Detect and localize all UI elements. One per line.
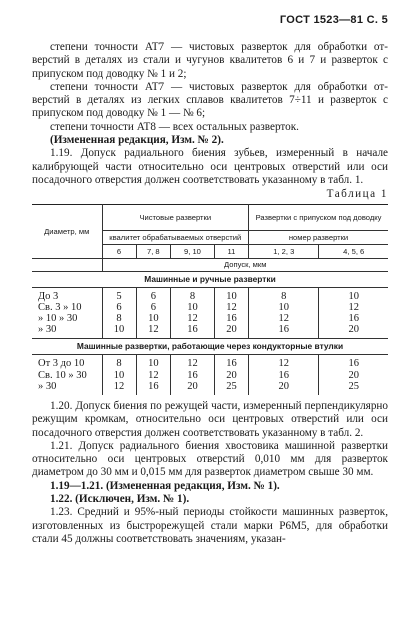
table-row	[32, 302, 388, 313]
cell: 12	[249, 313, 319, 324]
section-title: Машинные и ручные развертки	[32, 271, 388, 287]
cell: 8	[171, 287, 215, 302]
cell: 12	[136, 324, 170, 339]
table-row	[32, 287, 388, 302]
cell: 25	[348, 380, 359, 392]
table-caption: Таблица 1	[326, 188, 388, 201]
cell: 16	[249, 370, 319, 381]
cell: 16	[348, 312, 359, 324]
column-header: 4, 5, 6	[319, 244, 388, 258]
row-label: » 30	[32, 324, 102, 339]
page-header: ГОСТ 1523—81 С. 5	[279, 14, 388, 26]
column-group-finish: Чистовые развертки	[102, 204, 249, 230]
paragraph: степени точности AT7 — чистовых разверток для обработки отверстий в деталях из легких сплавов квалитетов 7÷11 и разверток с припуском под доводку № 1 — № 6;	[32, 80, 388, 120]
cell: 16	[136, 381, 170, 395]
column-header: 6	[102, 244, 136, 258]
cell: 12	[214, 302, 248, 313]
cell: 8	[102, 355, 136, 370]
cell: 12	[348, 301, 359, 313]
cell: 10	[249, 302, 319, 313]
table-row	[32, 370, 388, 381]
subheader-reamer-number: номер развертки	[249, 230, 388, 244]
document-body	[32, 41, 388, 546]
cell: 16	[171, 370, 215, 381]
cell: 6	[136, 302, 170, 313]
cell: 10	[102, 324, 136, 339]
row-label: От 3 до 10	[32, 355, 102, 370]
paragraph-1-19: 1.19. Допуск радиального биения зубьев, измеренный в начале калибрующей части относительно оси центровых отверстий или оси посадочного отверстия должен соответствовать указанному в табл. 1.	[32, 147, 388, 186]
cell: 20	[214, 324, 248, 339]
table-row	[32, 324, 388, 339]
cell: 10	[214, 287, 248, 302]
paragraph-1-23: 1.23. Средний и 95%-ный периоды стойкости машинных разверток, изготовленных из быстрорежущей стали марки Р6М5, для обработки стали 45 должны соответствовать значениям, указан-	[32, 506, 388, 545]
cell: 10	[136, 355, 170, 370]
table-row	[32, 355, 388, 370]
cell: 20	[171, 381, 215, 395]
paragraph: степени точности AT7 — чистовых разверток для обработки отверстий в деталях из стали и чугунов квалитетов 6 и 7 и разверток с припуском под доводку № 1 и 2;	[32, 41, 388, 80]
column-header-diameter: Диаметр, мм	[32, 204, 102, 258]
cell: 20	[214, 370, 248, 381]
cell: 6	[102, 302, 136, 313]
cell: 10	[136, 313, 170, 324]
cell: 20	[348, 324, 359, 336]
cell: 16	[214, 355, 248, 370]
cell: 10	[102, 370, 136, 381]
paragraph-1-21: 1.21. Допуск радиального биения хвостовика машинной развертки относительно оси центровых отверстий 0,010 мм для разверток диаметром до 30 мм и 0,015 мм для разверток диаметром свыше 30 мм.	[32, 439, 388, 479]
column-header: 9, 10	[171, 244, 215, 258]
cell: 12	[171, 313, 215, 324]
cell: 12	[136, 370, 170, 381]
row-label: » 10 » 30	[32, 313, 102, 324]
unit-header: Допуск, мкм	[102, 258, 388, 271]
paragraph: степени точности AT8 — всех остальных разверток.	[50, 120, 299, 133]
row-label: До 3	[32, 287, 102, 302]
row-label: Св. 3 » 10	[32, 302, 102, 313]
column-header: 7, 8	[136, 244, 170, 258]
cell: 12	[249, 355, 319, 370]
tolerance-table	[32, 204, 388, 395]
cell: 25	[214, 381, 248, 395]
section-title: Машинные развертки, работающие через кондукторные втулки	[32, 339, 388, 355]
cell: 16	[348, 358, 359, 370]
cell: 20	[249, 381, 319, 395]
cell: 10	[171, 302, 215, 313]
cell: 8	[249, 287, 319, 302]
row-label: » 30	[32, 381, 102, 395]
cell: 8	[102, 313, 136, 324]
cell: 5	[102, 287, 136, 302]
column-header: 11	[214, 244, 248, 258]
cell: 6	[136, 287, 170, 302]
paragraph-1-20: 1.20. Допуск биения по режущей части, измеренный перпендикулярно режущим кромкам, относительно оси центровых отверстий или оси посадочного отверстия должен соответствовать указанному в табл. 2.	[32, 399, 388, 439]
table-row	[32, 313, 388, 324]
paragraph-1-22: 1.22. (Исключен, Изм. № 1).	[50, 493, 190, 506]
cell: 20	[348, 369, 359, 381]
column-group-allowance: Развертки с припуском под доводку	[249, 204, 388, 230]
row-label: Св. 10 » 30	[32, 370, 102, 381]
table-row	[32, 381, 388, 395]
subheader-quality: квалитет обрабатываемых отверстий	[102, 230, 249, 244]
cell: 16	[171, 324, 215, 339]
cell: 10	[348, 290, 359, 302]
cell: 12	[171, 355, 215, 370]
column-header: 1, 2, 3	[249, 244, 319, 258]
edit-note: (Измененная редакция, Изм. № 2).	[50, 134, 224, 147]
paragraph-1-19-1-21: 1.19—1.21. (Измененная редакция, Изм. № 1).	[50, 479, 280, 492]
cell: 16	[214, 313, 248, 324]
cell: 16	[249, 324, 319, 339]
cell: 12	[102, 381, 136, 395]
